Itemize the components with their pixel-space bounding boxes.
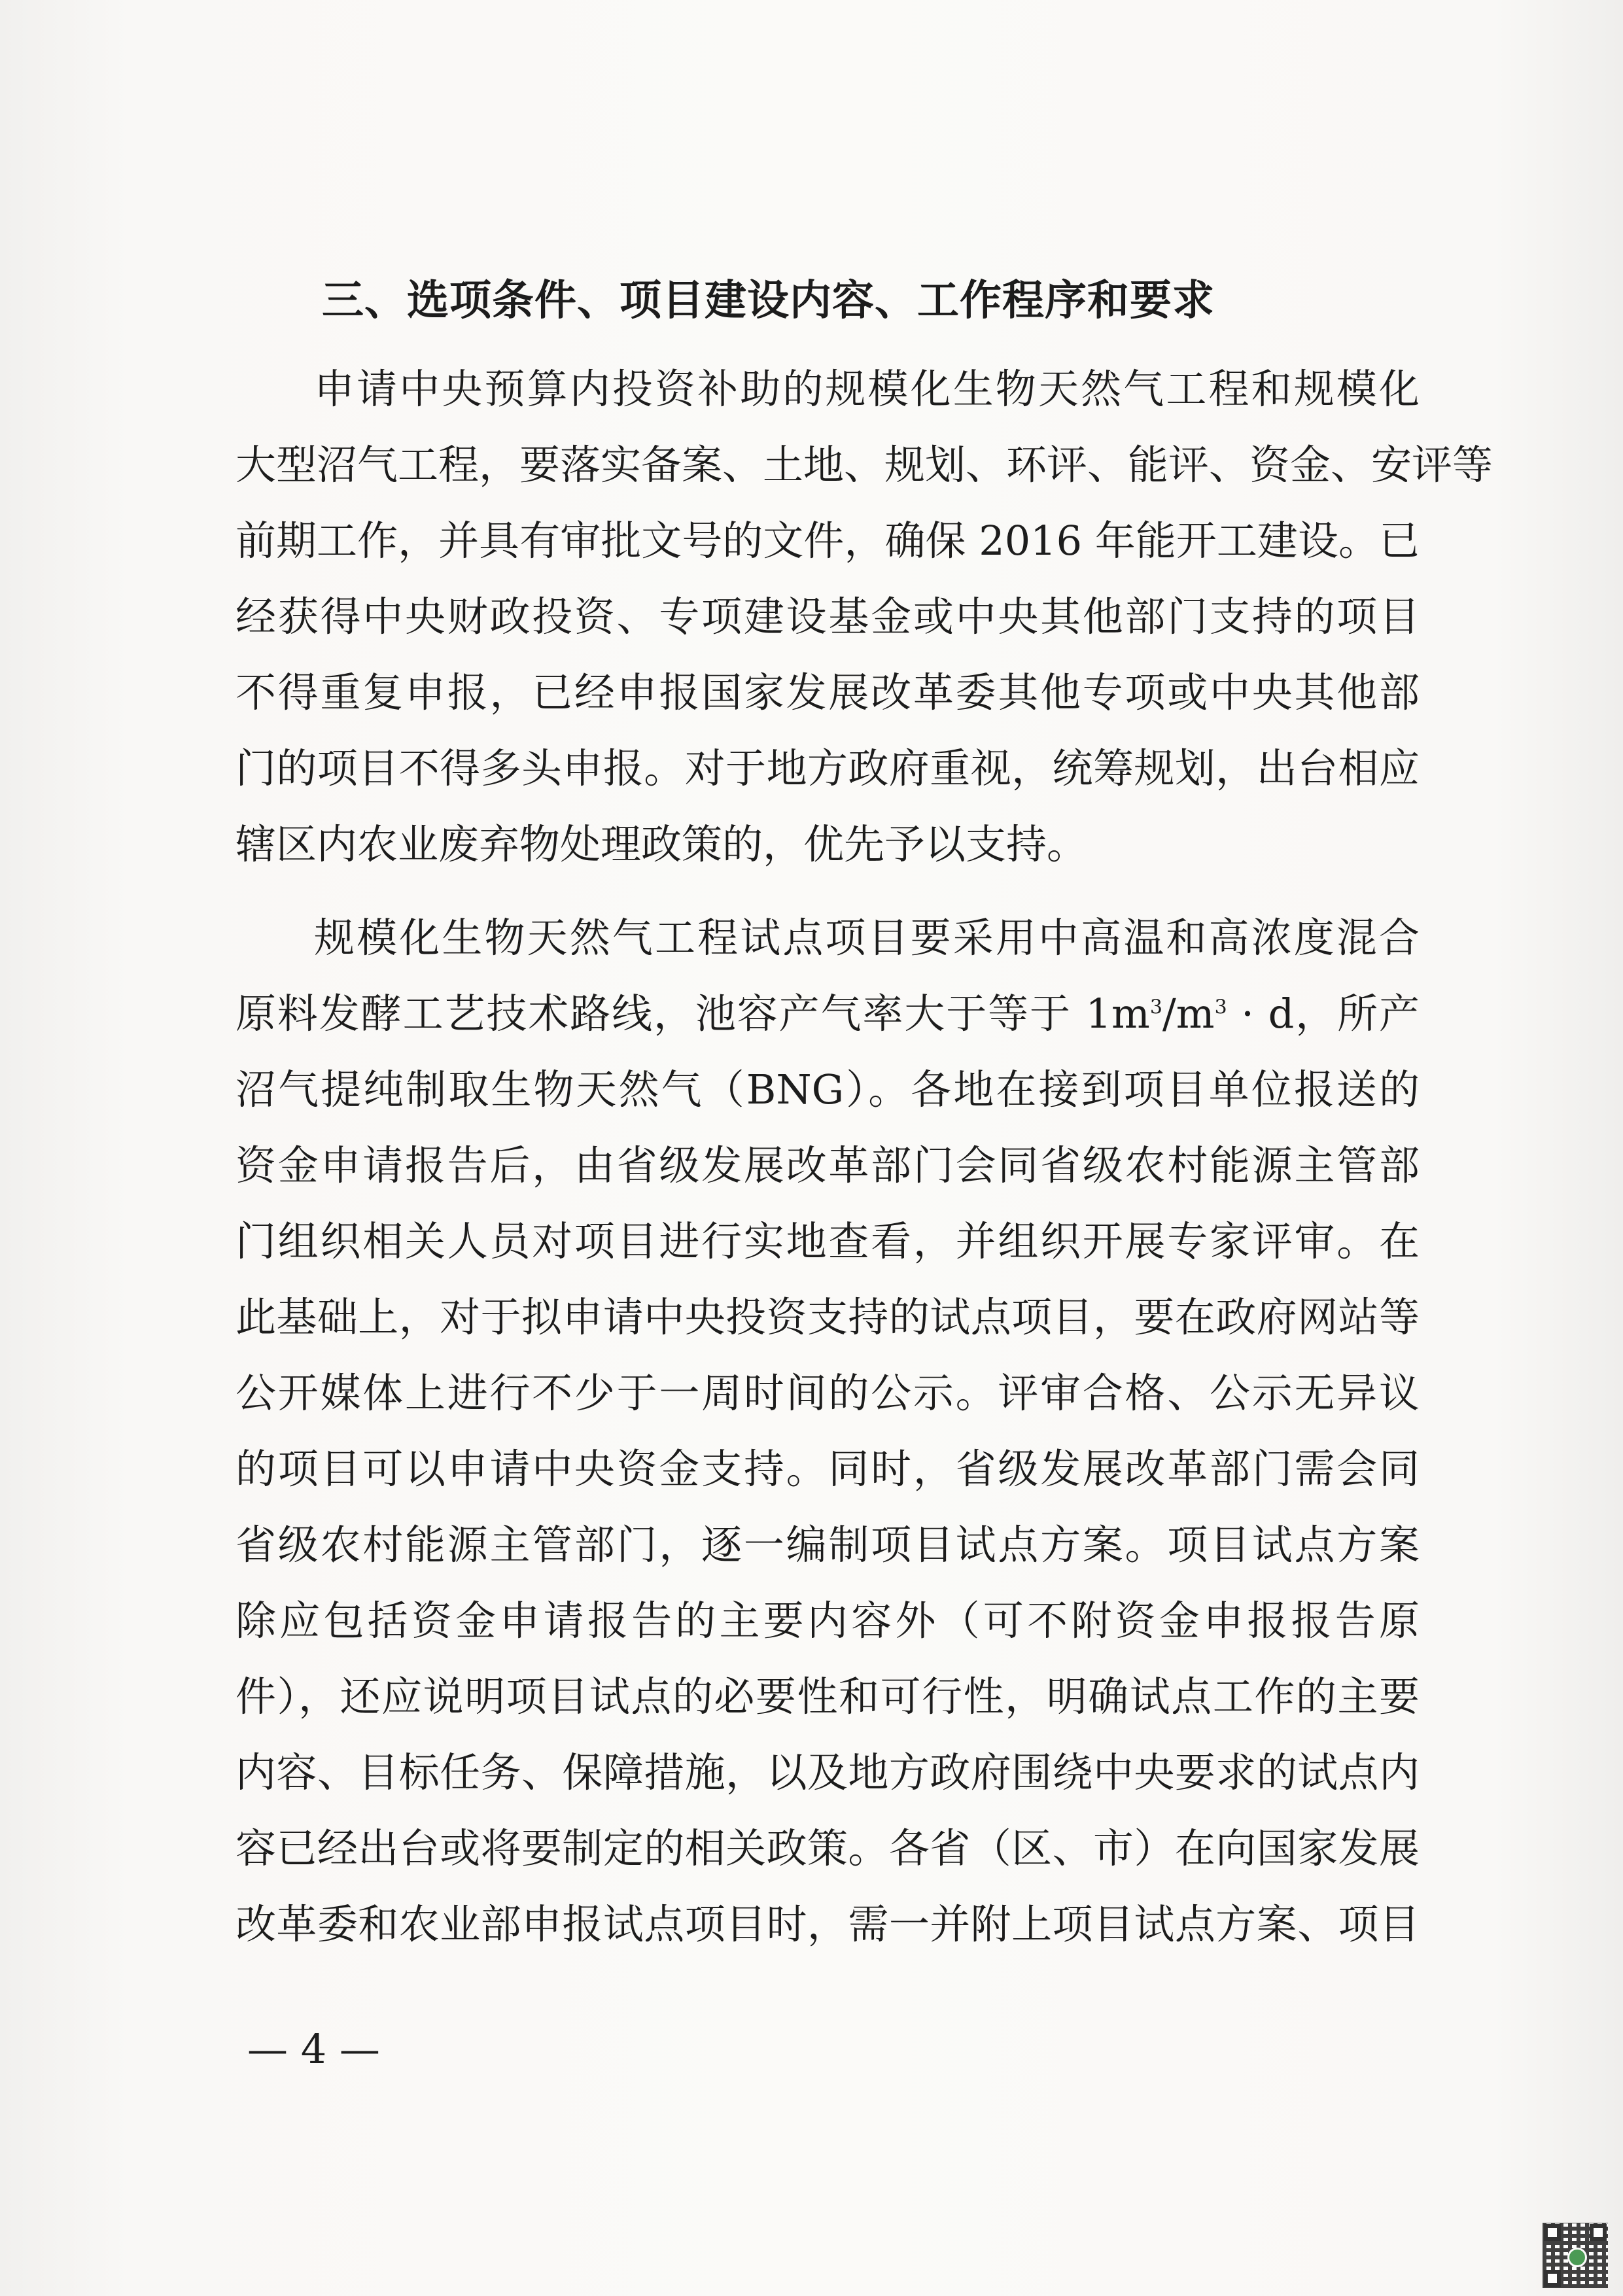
paragraph-2-line-13: 容已经出台或将要制定的相关政策。各省（区、市）在向国家发展 bbox=[236, 1824, 1420, 1872]
paragraph-2-line-5: 门组织相关人员对项目进行实地查看，并组织开展专家评审。在 bbox=[236, 1217, 1420, 1265]
paragraph-2-line-1: 规模化生物天然气工程试点项目要采用中高温和高浓度混合 bbox=[314, 914, 1420, 962]
paragraph-1-line-7: 辖区内农业废弃物处理政策的，优先予以支持。 bbox=[236, 820, 1088, 868]
paragraph-2-line-3: 沼气提纯制取生物天然气（BNG）。各地在接到项目单位报送的 bbox=[236, 1066, 1420, 1113]
qr-code-icon bbox=[1543, 2223, 1608, 2288]
paragraph-2-line-8: 的项目可以申请中央资金支持。同时，省级发展改革部门需会同 bbox=[236, 1445, 1420, 1493]
paragraph-1-line-2: 大型沼气工程，要落实备案、土地、规划、环评、能评、资金、安评等 bbox=[236, 441, 1493, 489]
paragraph-2-line-6: 此基础上，对于拟申请中央投资支持的试点项目，要在政府网站等 bbox=[236, 1293, 1420, 1341]
paragraph-1-line-1: 申请中央预算内投资补助的规模化生物天然气工程和规模化 bbox=[314, 365, 1420, 413]
paragraph-1-line-3: 前期工作，并具有审批文号的文件，确保 2016 年能开工建设。已 bbox=[236, 517, 1420, 565]
qr-logo bbox=[1567, 2248, 1587, 2267]
paragraph-2-line-10: 除应包括资金申请报告的主要内容外（可不附资金申报报告原 bbox=[236, 1597, 1420, 1644]
paragraph-1-line-4: 经获得中央财政投资、专项建设基金或中央其他部门支持的项目 bbox=[236, 593, 1420, 640]
paragraph-2-line-2-after: · d，所产 bbox=[1227, 990, 1420, 1037]
superscript-3-a: 3 bbox=[1149, 996, 1162, 1019]
page-number: — 4 — bbox=[247, 2025, 380, 2073]
section-heading: 三、选项条件、项目建设内容、工作程序和要求 bbox=[322, 277, 1215, 325]
paragraph-2-line-4: 资金申请报告后，由省级发展改革部门会同省级农村能源主管部 bbox=[236, 1141, 1420, 1189]
paragraph-1-line-5: 不得重复申报，已经申报国家发展改革委其他专项或中央其他部 bbox=[236, 669, 1420, 716]
paragraph-2-line-2-middle: /m bbox=[1162, 990, 1215, 1037]
paragraph-2-line-11: 件），还应说明项目试点的必要性和可行性，明确试点工作的主要 bbox=[236, 1673, 1420, 1720]
paragraph-2-line-12: 内容、目标任务、保障措施，以及地方政府围绕中央要求的试点内 bbox=[236, 1748, 1420, 1796]
paragraph-2-line-14: 改革委和农业部申报试点项目时，需一并附上项目试点方案、项目 bbox=[236, 1900, 1420, 1948]
paragraph-1-line-6: 门的项目不得多头申报。对于地方政府重视，统筹规划，出台相应 bbox=[236, 744, 1420, 792]
qr-finder-pattern bbox=[1544, 2270, 1561, 2287]
paragraph-2-line-2-before: 原料发酵工艺技术路线，池容产气率大于等于 1m bbox=[236, 990, 1150, 1037]
paragraph-2-line-7: 公开媒体上进行不少于一周时间的公示。评审合格、公示无异议 bbox=[236, 1369, 1420, 1417]
paragraph-2-line-2 bbox=[236, 988, 1420, 1040]
superscript-3-b: 3 bbox=[1214, 996, 1227, 1019]
paragraph-2-line-9: 省级农村能源主管部门，逐一编制项目试点方案。项目试点方案 bbox=[236, 1521, 1420, 1569]
